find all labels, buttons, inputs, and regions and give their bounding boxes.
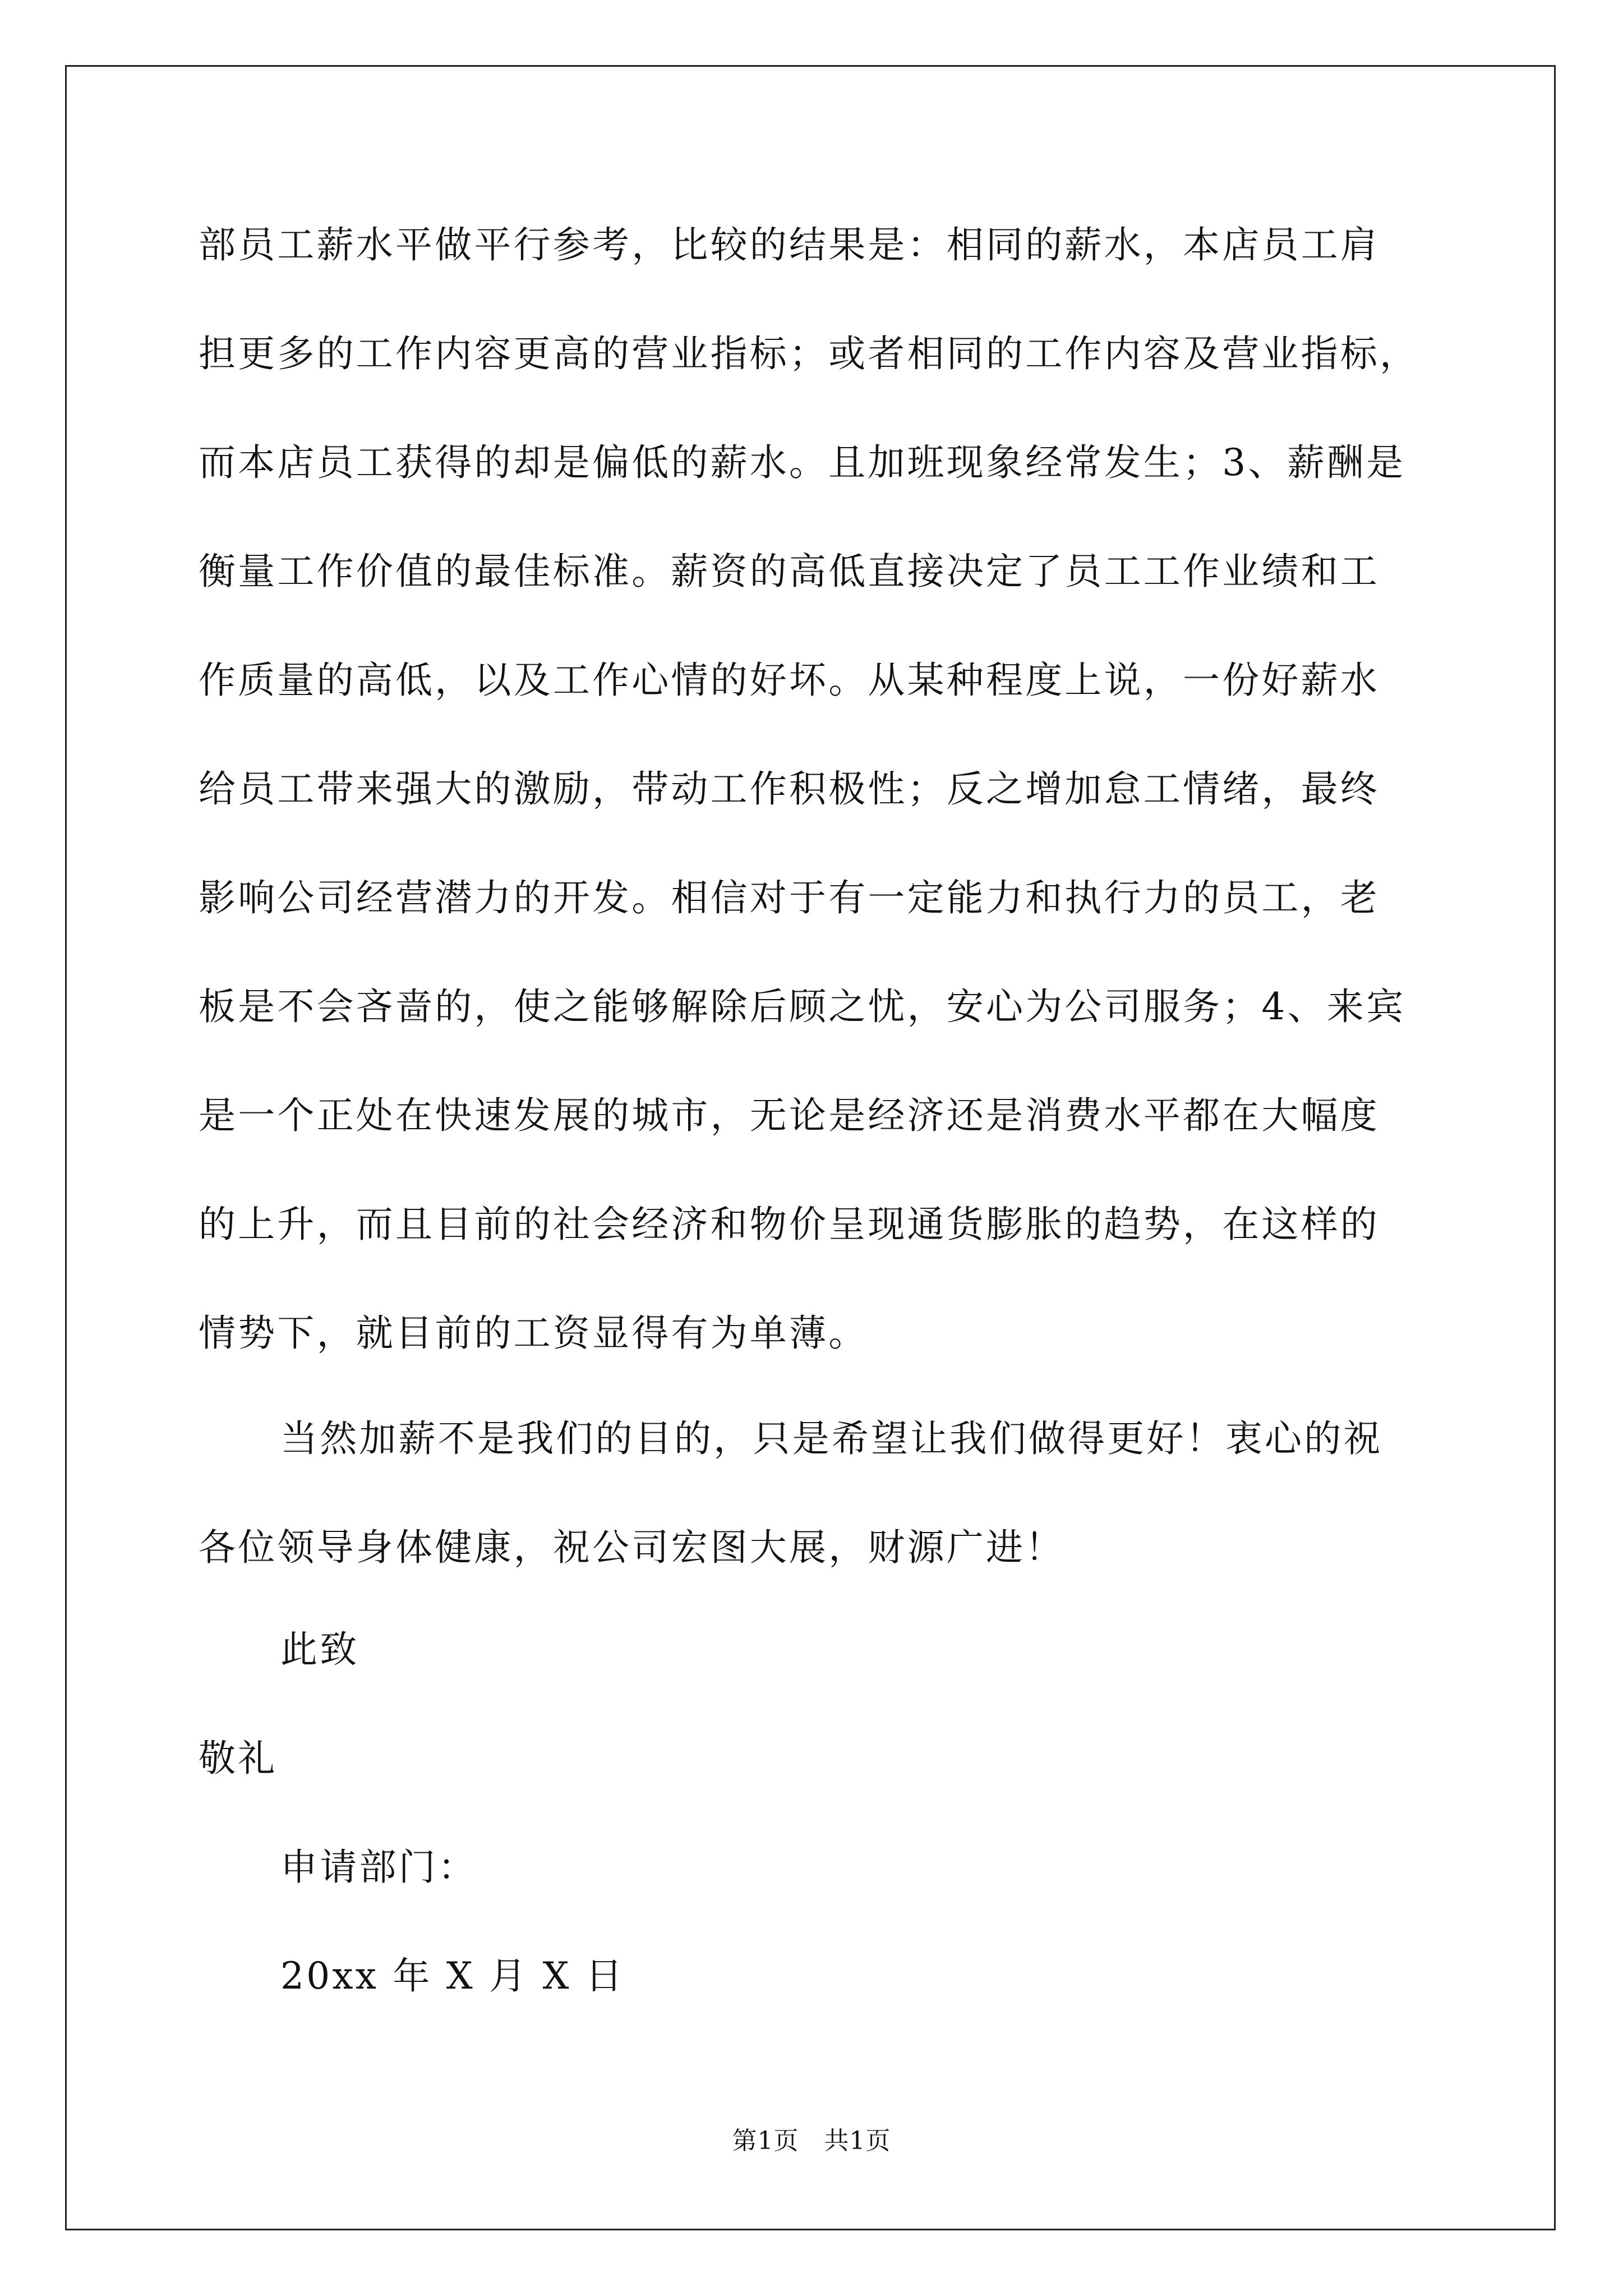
applicant-department: 申请部门： [280,1846,477,1889]
salutation: 敬礼 [199,1737,278,1780]
closing-phrase: 此致 [280,1628,359,1671]
closing-wish-line: 当然加薪不是我们的目的，只是希望让我们做得更好！衷心的祝 [280,1417,1383,1460]
body-text-line: 影响公司经营潜力的开发。相信对于有一定能力和执行力的员工，老 [199,876,1380,919]
body-text-line: 给员工带来强大的激励，带动工作积极性；反之增加怠工情绪，最终 [199,767,1380,811]
body-text-line: 的上升，而且目前的社会经济和物价呈现通货膨胀的趋势，在这样的 [199,1203,1380,1246]
body-text-line: 板是不会吝啬的，使之能够解除后顾之忧，安心为公司服务；4、来宾 [199,985,1406,1028]
page-border [65,65,1556,2230]
body-text-line: 作质量的高低，以及工作心情的好坏。从某种程度上说，一份好薪水 [199,659,1380,702]
body-text-line: 是一个正处在快速发展的城市，无论是经济还是消费水平都在大幅度 [199,1094,1380,1137]
body-text-line: 情势下，就目前的工资显得有为单薄。 [199,1312,868,1355]
body-text-line: 担更多的工作内容更高的营业指标；或者相同的工作内容及营业指标， [199,332,1419,375]
signature-date: 20xx 年 X 月 X 日 [280,1954,625,1998]
body-text-line: 部员工薪水平做平行参考，比较的结果是：相同的薪水，本店员工肩 [199,223,1380,266]
page-number-footer: 第1页 共1页 [732,2127,891,2155]
body-text-line: 而本店员工获得的却是偏低的薪水。且加班现象经常发生；3、薪酬是 [199,441,1406,484]
closing-wish-line: 各位领导身体健康，祝公司宏图大展，财源广进！ [199,1526,1065,1569]
body-text-line: 衡量工作价值的最佳标准。薪资的高低直接决定了员工工作业绩和工 [199,550,1380,593]
